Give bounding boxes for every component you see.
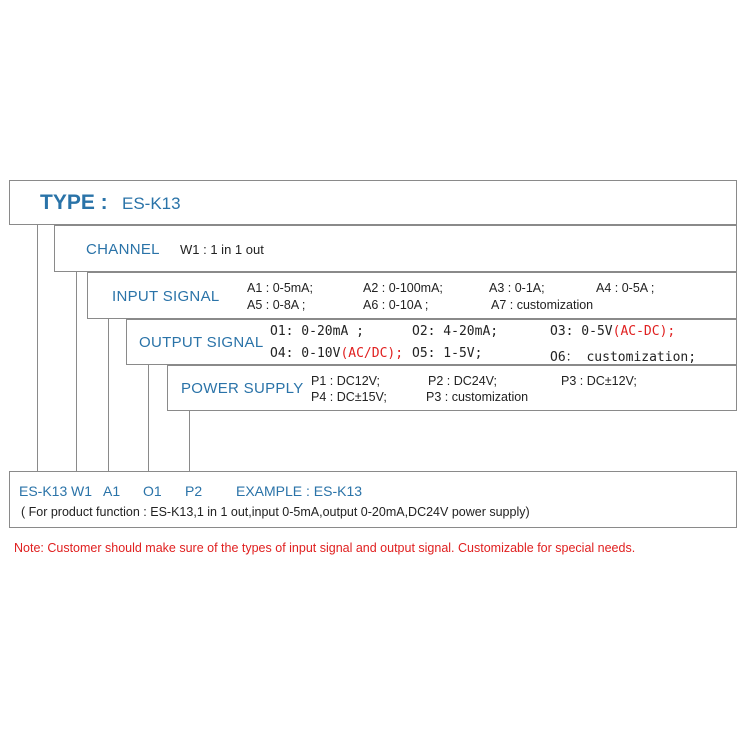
input-option-a7: A7 : customization (491, 298, 594, 312)
type-box (9, 180, 737, 225)
connector-line-input (108, 318, 109, 471)
output-option-o2: O2: 4-20mA; (412, 324, 499, 339)
input-option-a2: A2 : 0-100mA; (363, 281, 443, 295)
output-option-o4-main: O4: 0-10V (270, 346, 341, 361)
input-option-a4: A4 : 0-5A ; (596, 281, 655, 295)
connector-line-power (189, 410, 190, 471)
customer-note: Note: Customer should make sure of the types of input signal and output signal. Customizable for special needs. (14, 541, 636, 555)
example-description (21, 505, 530, 519)
output-option-o3 (550, 324, 675, 339)
example-label: EXAMPLE : ES-K13 (236, 483, 363, 499)
example-desc-rest: ,1 in 1 out,input 0-5mA,output 0-20mA,DC24V power supply) (193, 505, 530, 519)
example-desc-model: ES-K13 (150, 505, 194, 519)
output-signal-box (126, 319, 737, 365)
input-option-a6: A6 : 0-10A ; (363, 298, 429, 312)
output-option-o3-main: O3: 0-5V (550, 324, 613, 339)
connector-line-output (148, 364, 149, 471)
output-option-o5: O5: 1-5V; (412, 346, 483, 361)
input-signal-box (87, 272, 737, 319)
connector-line-channel (76, 271, 77, 471)
example-box (9, 471, 737, 528)
input-option-a3: A3 : 0-1A; (489, 281, 545, 295)
power-option-p4: P4 : DC±15V; (311, 390, 387, 404)
example-code-model: ES-K13 (19, 483, 68, 499)
input-option-a5: A5 : 0-8A ; (247, 298, 306, 312)
power-option-p1: P1 : DC12V; (311, 374, 381, 388)
channel-label: CHANNEL (86, 241, 160, 258)
input-signal-label: INPUT SIGNAL (112, 288, 220, 305)
output-option-o4-note: (AC/DC); (340, 346, 404, 361)
example-code-output: O1 (143, 483, 162, 499)
power-option-p3: P3 : DC±12V; (561, 374, 637, 388)
output-option-o3-note: (AC-DC); (612, 324, 676, 339)
power-supply-label: POWER SUPPLY (181, 380, 304, 397)
example-desc-prefix: ( For product function : (21, 505, 147, 519)
input-option-a1: A1 : 0-5mA; (247, 281, 313, 295)
output-option-o4 (270, 346, 403, 361)
connector-line-model (37, 224, 38, 471)
channel-option-w1: W1 : 1 in 1 out (180, 242, 264, 257)
power-supply-box (167, 365, 737, 411)
channel-box (54, 225, 737, 272)
type-label: TYPE : (40, 191, 108, 214)
example-code-input: A1 (103, 483, 121, 499)
output-option-o1: O1: 0-20mA ; (270, 324, 364, 339)
output-option-o6: O6： customization; (550, 350, 697, 365)
example-code-channel: W1 (71, 483, 92, 499)
output-signal-label: OUTPUT SIGNAL (139, 334, 264, 351)
power-option-p2: P2 : DC24V; (428, 374, 498, 388)
type-model: ES-K13 (122, 194, 181, 213)
example-code-power: P2 (185, 483, 203, 499)
power-option-p3-custom: P3 : customization (426, 390, 529, 404)
